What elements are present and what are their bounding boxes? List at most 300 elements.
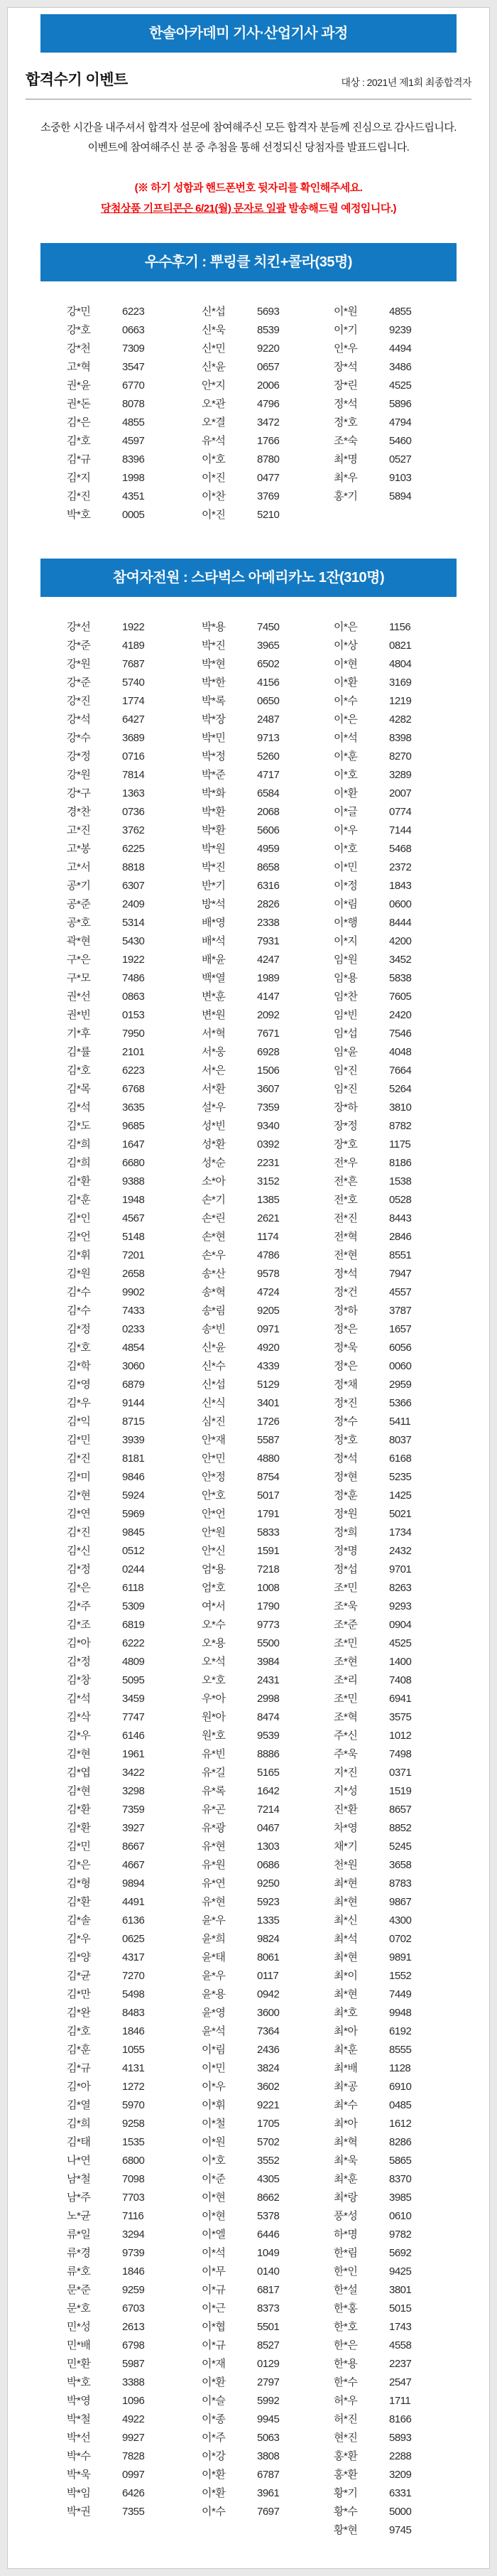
winner-phone: 8667 xyxy=(122,1841,145,1853)
winner-phone: 1303 xyxy=(257,1841,280,1853)
winner-phone: 7931 xyxy=(257,935,280,947)
winner-phone: 9846 xyxy=(122,1471,145,1483)
winner-phone: 5245 xyxy=(389,1841,412,1853)
all-participants-winners-table xyxy=(8,618,489,2540)
winner-phone: 8474 xyxy=(257,1711,280,1723)
winner-name: 윤*우 xyxy=(202,1970,226,1982)
winner-name: 김*양 xyxy=(67,1951,91,1963)
winner-phone: 9103 xyxy=(389,472,412,484)
winner-phone: 8370 xyxy=(389,2173,412,2185)
winner-phone: 7201 xyxy=(122,1249,145,1261)
winner-phone: 2068 xyxy=(257,806,280,818)
winner-phone: 2237 xyxy=(389,2358,412,2370)
winner-phone: 0774 xyxy=(389,806,412,818)
winner-name: 황*수 xyxy=(334,2506,358,2518)
winner-name: 김*학 xyxy=(67,1360,91,1372)
winner-name: 신*섭 xyxy=(202,306,226,318)
winner-name: 구*은 xyxy=(67,954,91,966)
winner-name: 김*창 xyxy=(67,1674,91,1686)
winner-name: 조*혁 xyxy=(334,1711,358,1723)
winner-phone: 5894 xyxy=(389,490,412,502)
winner-name: 채*기 xyxy=(334,1841,358,1853)
winner-name: 김*엽 xyxy=(67,1767,91,1779)
winner-phone: 2846 xyxy=(389,1231,412,1243)
winner-phone: 1790 xyxy=(257,1600,280,1612)
winner-phone: 2487 xyxy=(257,713,280,726)
winner-phone: 6584 xyxy=(257,787,280,799)
winner-phone: 4156 xyxy=(257,677,280,689)
winner-phone: 5063 xyxy=(257,2432,280,2444)
winner-phone: 2431 xyxy=(257,1674,280,1686)
winner-name: 이*현 xyxy=(202,2210,226,2222)
winner-phone: 8715 xyxy=(122,1416,145,1428)
winner-phone: 1843 xyxy=(389,880,412,892)
winner-phone: 6307 xyxy=(122,880,145,892)
winner-name: 유*록 xyxy=(202,1785,226,1797)
winner-phone: 3658 xyxy=(389,1859,412,1871)
winner-name: 박*민 xyxy=(202,732,226,744)
winner-phone: 5430 xyxy=(122,935,145,947)
winner-phone: 3984 xyxy=(257,1656,280,1668)
winner-phone: 8818 xyxy=(122,861,145,873)
winner-phone: 3602 xyxy=(257,2081,280,2093)
winner-phone: 9221 xyxy=(257,2099,280,2111)
winner-name: 김*정 xyxy=(67,1563,91,1575)
winner-phone: 0942 xyxy=(257,1988,280,2000)
course-title-banner xyxy=(40,14,457,53)
winner-name: 이*준 xyxy=(202,2173,226,2185)
winner-phone: 2338 xyxy=(257,917,280,929)
winner-phone: 6770 xyxy=(122,379,145,392)
winner-phone: 1791 xyxy=(257,1508,280,1520)
winner-name: 문*준 xyxy=(67,2284,91,2296)
winner-phone: 5924 xyxy=(122,1489,145,1502)
winner-phone: 5970 xyxy=(122,2099,145,2111)
winner-name: 서*혁 xyxy=(202,1028,226,1040)
winner-name: 최*아 xyxy=(334,2118,358,2130)
winner-phone: 3486 xyxy=(389,361,412,373)
winner-name: 김*은 xyxy=(67,416,91,429)
winner-phone: 0117 xyxy=(257,1970,279,1982)
winner-phone: 7270 xyxy=(122,1970,145,1982)
winner-phone: 9388 xyxy=(122,1175,145,1187)
winner-phone: 0512 xyxy=(122,1545,145,1557)
winner-phone: 4922 xyxy=(122,2413,145,2425)
winner-name: 정*호 xyxy=(334,1434,358,1446)
winner-name: 김*규 xyxy=(67,2062,91,2074)
winner-name: 윤*우 xyxy=(202,1914,226,1926)
winner-name: 유*현 xyxy=(202,1841,226,1853)
winner-phone: 5309 xyxy=(122,1600,145,1612)
winner-name: 김*원 xyxy=(67,1268,91,1280)
winner-phone: 9948 xyxy=(389,2007,412,2019)
winner-name: 이*환 xyxy=(202,2469,226,2481)
winner-name: 김*아 xyxy=(67,2081,91,2093)
winner-phone: 9782 xyxy=(389,2229,412,2241)
winner-name: 이*상 xyxy=(334,640,358,652)
winner-phone: 7605 xyxy=(389,991,412,1003)
winner-name: 조*준 xyxy=(334,1619,358,1631)
winner-phone: 6941 xyxy=(389,1693,412,1705)
winner-name: 김*정 xyxy=(67,1323,91,1335)
winner-phone: 5498 xyxy=(122,1988,145,2000)
winner-phone: 5148 xyxy=(122,1231,145,1243)
winner-name: 성*빈 xyxy=(202,1120,226,1132)
winner-name: 김*호 xyxy=(67,435,91,447)
winner-name: 김*태 xyxy=(67,2136,91,2148)
winner-phone: 4794 xyxy=(389,416,412,429)
winner-phone: 7697 xyxy=(257,2506,280,2518)
winner-phone: 1961 xyxy=(122,1748,145,1760)
winner-phone: 9259 xyxy=(122,2284,145,2296)
winner-phone: 2613 xyxy=(122,2321,145,2333)
winner-name: 강*준 xyxy=(67,640,91,652)
winner-name: 이*지 xyxy=(334,935,358,947)
winner-phone: 1846 xyxy=(122,2265,145,2278)
winner-phone: 1272 xyxy=(122,2081,145,2093)
winner-name: 강*원 xyxy=(67,769,91,781)
winner-name: 윤*영 xyxy=(202,2007,226,2019)
winner-name: 경*찬 xyxy=(67,806,91,818)
winner-phone: 6316 xyxy=(257,880,280,892)
winner-name: 기*후 xyxy=(67,1028,91,1040)
winner-name: 이*근 xyxy=(202,2302,226,2314)
winner-name: 안*원 xyxy=(202,1526,226,1538)
winner-name: 김*수 xyxy=(67,1305,91,1317)
notice-underlined: 당첨상품 기프티콘은 6/21(월) 문자로 일괄 xyxy=(100,203,286,215)
winner-name: 오*용 xyxy=(202,1637,226,1649)
winner-phone: 4786 xyxy=(257,1249,280,1261)
winner-name: 박*호 xyxy=(67,2376,91,2388)
winner-name: 이*수 xyxy=(202,2506,226,2518)
winner-name: 김*솔 xyxy=(67,1914,91,1926)
winner-name: 최*랑 xyxy=(334,2192,358,2204)
winner-name xyxy=(67,2521,122,2540)
winner-phone: 5500 xyxy=(257,1637,280,1649)
winner-name: 노*균 xyxy=(67,2210,91,2222)
winner-name: 김*도 xyxy=(67,1120,91,1132)
winner-phone: 5896 xyxy=(389,398,412,410)
winner-phone: 8657 xyxy=(389,1804,412,1816)
winner-phone: 9845 xyxy=(122,1526,145,1538)
winner-phone: 0527 xyxy=(389,453,412,465)
winner-phone: 9927 xyxy=(122,2432,145,2444)
winner-phone: 6703 xyxy=(122,2302,145,2314)
winner-name: 곽*현 xyxy=(67,935,91,947)
winner-phone: 2006 xyxy=(257,379,280,392)
winner-name: 박*환 xyxy=(202,806,226,818)
winner-phone: 4855 xyxy=(389,306,412,318)
winner-phone: 3939 xyxy=(122,1434,145,1446)
winner-phone: 4247 xyxy=(257,954,280,966)
winner-phone: 3401 xyxy=(257,1397,280,1409)
winner-phone: 8396 xyxy=(122,453,145,465)
winner-phone: 7546 xyxy=(389,1028,412,1040)
winner-phone: 1049 xyxy=(257,2247,280,2259)
course-title: 한솔아카데미 기사·산업기사 과정 xyxy=(149,26,348,41)
winner-phone: 2959 xyxy=(389,1379,412,1391)
winner-phone: 7116 xyxy=(122,2210,144,2222)
winner-name: 김*완 xyxy=(67,2007,91,2019)
winner-phone: 1642 xyxy=(257,1785,280,1797)
winner-phone: 0005 xyxy=(122,509,145,521)
winner-name: 김*희 xyxy=(67,2118,91,2130)
winner-name: 강*진 xyxy=(67,695,91,707)
winner-phone: 7828 xyxy=(122,2450,145,2462)
winner-phone: 3388 xyxy=(122,2376,145,2388)
winner-name: 유*곤 xyxy=(202,1804,226,1816)
winner-phone: 8270 xyxy=(389,750,412,762)
winner-name: 송*빈 xyxy=(202,1323,226,1335)
winner-name: 박*진 xyxy=(202,640,226,652)
winner-phone: 8444 xyxy=(389,917,412,929)
winner-name: 유*광 xyxy=(202,1822,226,1834)
winner-name: 김*훈 xyxy=(67,2044,91,2056)
winner-phone: 6223 xyxy=(122,1065,145,1077)
winner-phone: 4558 xyxy=(389,2339,412,2351)
winner-name: 이*민 xyxy=(202,2062,226,2074)
winner-name: 장*호 xyxy=(334,1138,358,1150)
winner-name: 최*현 xyxy=(334,1896,358,1908)
winner-phone: 1385 xyxy=(257,1194,280,1206)
winner-name: 강*석 xyxy=(67,713,91,726)
winner-phone: 5923 xyxy=(257,1896,280,1908)
winner-phone: 0663 xyxy=(122,324,145,336)
winner-name: 김*지 xyxy=(67,472,91,484)
winner-name: 주*욱 xyxy=(334,1748,358,1760)
winner-name: 이*진 xyxy=(202,509,226,521)
winner-name: 김*균 xyxy=(67,1970,91,1982)
winner-name: 강*천 xyxy=(67,343,91,355)
winner-name: 변*원 xyxy=(202,1009,226,1021)
winner-phone: 3289 xyxy=(389,769,412,781)
winner-phone: 5587 xyxy=(257,1434,280,1446)
winner-phone: 1400 xyxy=(389,1656,412,1668)
winner-phone: 3762 xyxy=(122,824,145,836)
winner-name: 안*지 xyxy=(202,379,226,392)
winner-name: 이*현 xyxy=(334,658,358,670)
winner-phone: 1734 xyxy=(389,1526,412,1538)
winner-name: 이*환 xyxy=(202,2376,226,2388)
winner-phone: 6910 xyxy=(389,2081,412,2093)
winner-name: 진*환 xyxy=(334,1804,358,1816)
winner-name: 안*언 xyxy=(202,1508,226,1520)
winner-name: 김*훈 xyxy=(67,1194,91,1206)
winner-phone: 2797 xyxy=(257,2376,280,2388)
winner-phone: 5210 xyxy=(257,509,280,521)
winner-name: 한*용 xyxy=(334,2358,358,2370)
winner-phone: 8398 xyxy=(389,732,412,744)
winner-name: 성*환 xyxy=(202,1138,226,1150)
event-card xyxy=(7,7,490,2569)
winner-phone: 0716 xyxy=(122,750,145,762)
winner-name: 정*현 xyxy=(334,1471,358,1483)
winner-phone: 1012 xyxy=(389,1730,412,1742)
winner-phone: 5021 xyxy=(389,1508,412,1520)
winner-phone: 0863 xyxy=(122,991,145,1003)
winner-phone: 0736 xyxy=(122,806,145,818)
winner-phone: 4494 xyxy=(389,343,412,355)
winner-name: 서*은 xyxy=(202,1065,226,1077)
winner-name: 인*우 xyxy=(334,343,358,355)
winner-name: 권*선 xyxy=(67,991,91,1003)
winner-name: 홍*기 xyxy=(334,490,358,502)
winner-phone xyxy=(122,2521,202,2540)
best-review-banner xyxy=(40,243,457,281)
winner-phone: 3060 xyxy=(122,1360,145,1372)
winner-name: 김*미 xyxy=(67,1471,91,1483)
all-participants-banner xyxy=(40,559,457,597)
winner-name: 강*수 xyxy=(67,732,91,744)
winner-name: 최*혁 xyxy=(334,2136,358,2148)
winner-name: 윤*희 xyxy=(202,1933,226,1945)
winner-name: 문*호 xyxy=(67,2302,91,2314)
winner-name: 박*정 xyxy=(202,750,226,762)
winner-name: 황*현 xyxy=(334,2524,358,2536)
winner-phone: 1538 xyxy=(389,1175,412,1187)
winner-phone: 6879 xyxy=(122,1379,145,1391)
winner-name: 김*희 xyxy=(67,1138,91,1150)
winner-name: 신*식 xyxy=(202,1397,226,1409)
winner-name: 이*재 xyxy=(202,2358,226,2370)
winner-phone: 1175 xyxy=(389,1138,411,1150)
winner-phone: 9773 xyxy=(257,1619,280,1631)
winner-name: 김*석 xyxy=(67,1693,91,1705)
event-notice xyxy=(8,178,489,219)
winner-name: 류*경 xyxy=(67,2247,91,2259)
winner-name: 김*휘 xyxy=(67,1249,91,1261)
winner-name: 정*희 xyxy=(334,1526,358,1538)
winner-name: 지*성 xyxy=(334,1785,358,1797)
winner-phone: 5264 xyxy=(389,1083,412,1095)
winner-phone: 7144 xyxy=(389,824,412,836)
winner-name: 이*환 xyxy=(202,2487,226,2499)
winner-name: 이*환 xyxy=(334,787,358,799)
winner-phone: 2409 xyxy=(122,898,145,910)
winner-phone: 3985 xyxy=(389,2192,412,2204)
winner-name: 유*석 xyxy=(202,435,226,447)
winner-phone: 9250 xyxy=(257,1877,280,1890)
winner-name: 전*우 xyxy=(334,1157,358,1169)
winner-phone: 9713 xyxy=(257,732,280,744)
winner-name: 조*숙 xyxy=(334,435,358,447)
winner-phone: 6426 xyxy=(122,2487,145,2499)
winner-phone: 7703 xyxy=(122,2192,145,2204)
winner-phone: 4131 xyxy=(122,2062,145,2074)
winner-phone: 9945 xyxy=(257,2413,280,2425)
winner-name: 이*호 xyxy=(334,843,358,855)
winner-name: 임*섭 xyxy=(334,1028,358,1040)
winner-name: 배*윤 xyxy=(202,954,226,966)
winner-phone: 7498 xyxy=(389,1748,412,1760)
winner-phone: 2007 xyxy=(389,787,412,799)
winner-name: 서*웅 xyxy=(202,1046,226,1058)
winner-name: 지*진 xyxy=(334,1767,358,1779)
winner-phone: 4959 xyxy=(257,843,280,855)
winner-phone: 9220 xyxy=(257,343,280,355)
winner-phone: 0060 xyxy=(389,1360,412,1372)
winner-name: 홍*환 xyxy=(334,2469,358,2481)
winner-phone: 4491 xyxy=(122,1896,145,1908)
winner-name: 안*재 xyxy=(202,1434,226,1446)
winner-name: 전*흔 xyxy=(334,1175,358,1187)
winner-name: 김*신 xyxy=(67,1545,91,1557)
winner-name: 박*욱 xyxy=(67,2469,91,2481)
winner-phone: 3787 xyxy=(389,1305,412,1317)
winner-name: 한*수 xyxy=(334,2376,358,2388)
winner-phone: 4317 xyxy=(122,1951,145,1963)
winner-name: 강*호 xyxy=(67,324,91,336)
winner-name: 박*록 xyxy=(202,695,226,707)
winner-phone: 3810 xyxy=(389,1101,412,1114)
winner-phone: 7486 xyxy=(122,972,145,984)
winner-name: 공*기 xyxy=(67,880,91,892)
description-line-2: 이벤트에 참여해주신 분 중 추첨을 통해 선정되신 당첨자를 발표드립니다. xyxy=(87,141,410,153)
winner-name: 김*환 xyxy=(67,1804,91,1816)
winner-name: 이*은 xyxy=(334,621,358,633)
winner-phone: 1922 xyxy=(122,621,145,633)
winner-phone: 3961 xyxy=(257,2487,280,2499)
winner-name: 공*준 xyxy=(67,898,91,910)
winner-phone: 5693 xyxy=(257,306,280,318)
winner-phone: 6118 xyxy=(122,1582,144,1594)
winner-name: 고*서 xyxy=(67,861,91,873)
winner-phone: 9578 xyxy=(257,1268,280,1280)
winner-phone: 1219 xyxy=(389,695,412,707)
winner-phone: 1506 xyxy=(257,1065,280,1077)
winner-name: 한*호 xyxy=(334,2321,358,2333)
winner-phone: 0686 xyxy=(257,1859,280,1871)
winner-phone: 8483 xyxy=(122,2007,145,2019)
winner-name: 정*석 xyxy=(334,398,358,410)
winner-name: 백*열 xyxy=(202,972,226,984)
winner-phone: 0129 xyxy=(257,2358,280,2370)
winner-name: 이*글 xyxy=(334,806,358,818)
winner-phone: 8443 xyxy=(389,1212,412,1224)
winner-name: 정*원 xyxy=(334,1508,358,1520)
winner-phone: 7359 xyxy=(257,1101,280,1114)
winner-phone: 5606 xyxy=(257,824,280,836)
winner-name: 이*석 xyxy=(334,732,358,744)
winner-phone: 9239 xyxy=(389,324,412,336)
best-review-winners-table xyxy=(8,303,489,524)
winner-phone: 7687 xyxy=(122,658,145,670)
winner-phone: 9891 xyxy=(389,1951,412,1963)
winner-phone: 9867 xyxy=(389,1896,412,1908)
winner-name: 소*아 xyxy=(202,1175,226,1187)
winner-name: 김*현 xyxy=(67,1489,91,1502)
winner-name: 김*환 xyxy=(67,1896,91,1908)
winner-phone: 8527 xyxy=(257,2339,280,2351)
winner-name: 박*철 xyxy=(67,2413,91,2425)
winner-name: 남*철 xyxy=(67,2173,91,2185)
winner-phone: 5838 xyxy=(389,972,412,984)
winner-name: 오*석 xyxy=(202,1656,226,1668)
winner-name: 박*화 xyxy=(202,787,226,799)
winner-name: 장*하 xyxy=(334,1101,358,1114)
winner-name: 이*슬 xyxy=(202,2395,226,2407)
winner-phone: 1335 xyxy=(257,1914,280,1926)
winner-name: 정*석 xyxy=(334,1268,358,1280)
winner-phone: 4597 xyxy=(122,435,145,447)
winner-phone: 6680 xyxy=(122,1157,145,1169)
winner-phone: 1096 xyxy=(122,2395,145,2407)
winner-phone: 2621 xyxy=(257,1212,280,1224)
winner-phone: 3965 xyxy=(257,640,280,652)
winner-phone: 9293 xyxy=(389,1600,412,1612)
winner-name: 전*현 xyxy=(334,1249,358,1261)
winner-name: 이*호 xyxy=(202,2155,226,2167)
